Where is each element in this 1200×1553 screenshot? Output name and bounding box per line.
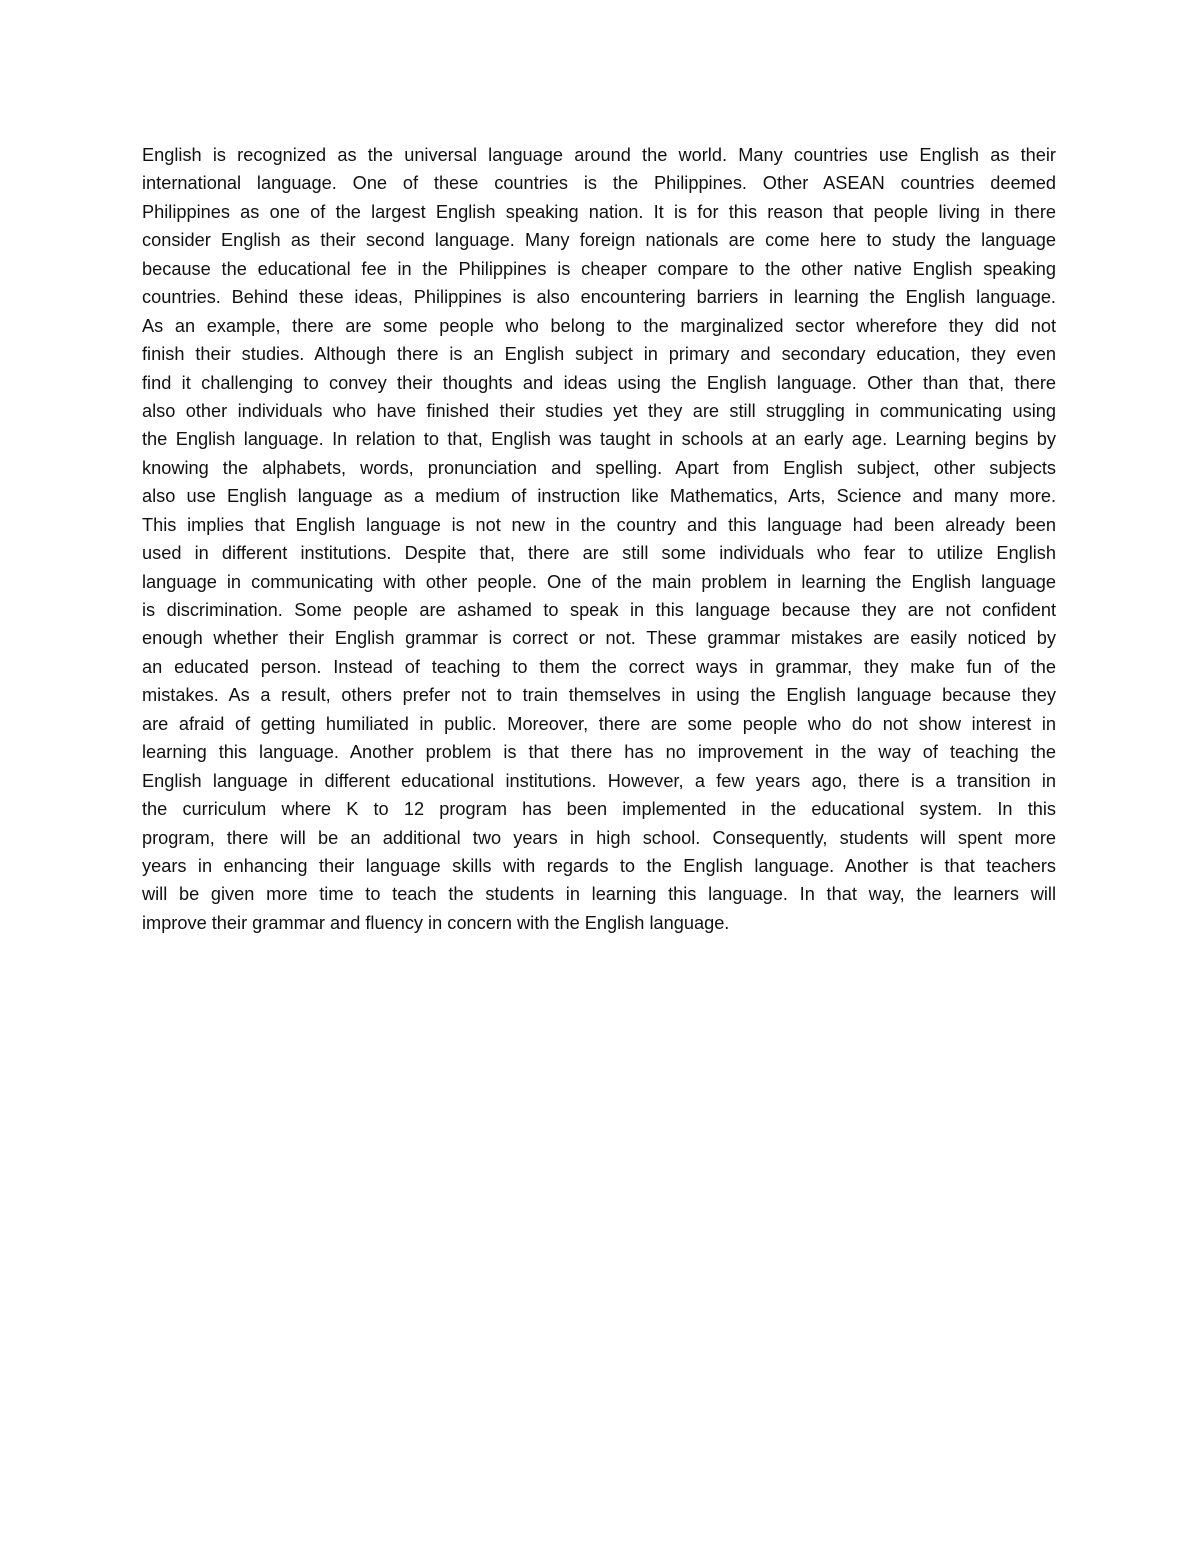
paragraph-line: improve their grammar and fluency in concern with the English language.: [142, 912, 730, 933]
paragraph-line: As an example, there are some people who belong to the marginalized sector wherefore they did not: [142, 315, 1056, 336]
paragraph-line: because the educational fee in the Philippines is cheaper compare to the other native English speaking: [142, 258, 1056, 279]
paragraph-line: knowing the alphabets, words, pronunciation and spelling. Apart from English subject, other subjects: [142, 457, 1056, 478]
paragraph-line: also use English language as a medium of instruction like Mathematics, Arts, Science and many more.: [142, 486, 1056, 507]
paragraph-line: English language in different educational institutions. However, a few years ago, there is a transition in: [142, 770, 1056, 791]
paragraph-line: are afraid of getting humiliated in public. Moreover, there are some people who do not show interest in: [142, 713, 1056, 734]
paragraph-line: also other individuals who have finished their studies yet they are still struggling in communicating using: [142, 400, 1056, 421]
paragraph-line: will be given more time to teach the students in learning this language. In that way, the learners will: [142, 884, 1056, 905]
paragraph-line: finish their studies. Although there is an English subject in primary and secondary education, they even: [142, 344, 1056, 365]
paragraph-line: used in different institutions. Despite that, there are still some individuals who fear to utilize English: [142, 543, 1056, 564]
paragraph-line: mistakes. As a result, others prefer not to train themselves in using the English language because they: [142, 685, 1056, 706]
paragraph-line: This implies that English language is not new in the country and this language had been already been: [142, 514, 1056, 535]
paragraph-line: learning this language. Another problem is that there has no improvement in the way of teaching the: [142, 742, 1056, 763]
paragraph-line: find it challenging to convey their thoughts and ideas using the English language. Other than that, there: [142, 372, 1056, 393]
paragraph-line: program, there will be an additional two years in high school. Consequently, students will spent more: [142, 827, 1056, 848]
paragraph-line: the curriculum where K to 12 program has been implemented in the educational system. In this: [142, 799, 1056, 820]
paragraph-line: years in enhancing their language skills with regards to the English language. Another is that teachers: [142, 855, 1056, 876]
paragraph-line: is discrimination. Some people are ashamed to speak in this language because they are not confident: [142, 600, 1056, 620]
paragraph-line: consider English as their second language. Many foreign nationals are come here to study the language: [142, 230, 1056, 251]
paragraph-line: enough whether their English grammar is correct or not. These grammar mistakes are easily noticed by: [142, 628, 1056, 649]
paragraph-line: countries. Behind these ideas, Philippines is also encountering barriers in learning the English language.: [142, 287, 1056, 308]
paragraph-line: the English language. In relation to that, English was taught in schools at an early age. Learning begins by: [142, 429, 1056, 450]
paragraph-line: an educated person. Instead of teaching to them the correct ways in grammar, they make fun of the: [142, 656, 1056, 677]
paragraph-line: English is recognized as the universal language around the world. Many countries use English as their: [142, 145, 1056, 165]
essay-paragraph: [142, 141, 1056, 937]
paragraph-line: language in communicating with other people. One of the main problem in learning the English language: [142, 571, 1056, 592]
paragraph-line: Philippines as one of the largest English speaking nation. It is for this reason that people living in there: [142, 201, 1056, 222]
paragraph-line: international language. One of these countries is the Philippines. Other ASEAN countries deemed: [142, 173, 1056, 194]
